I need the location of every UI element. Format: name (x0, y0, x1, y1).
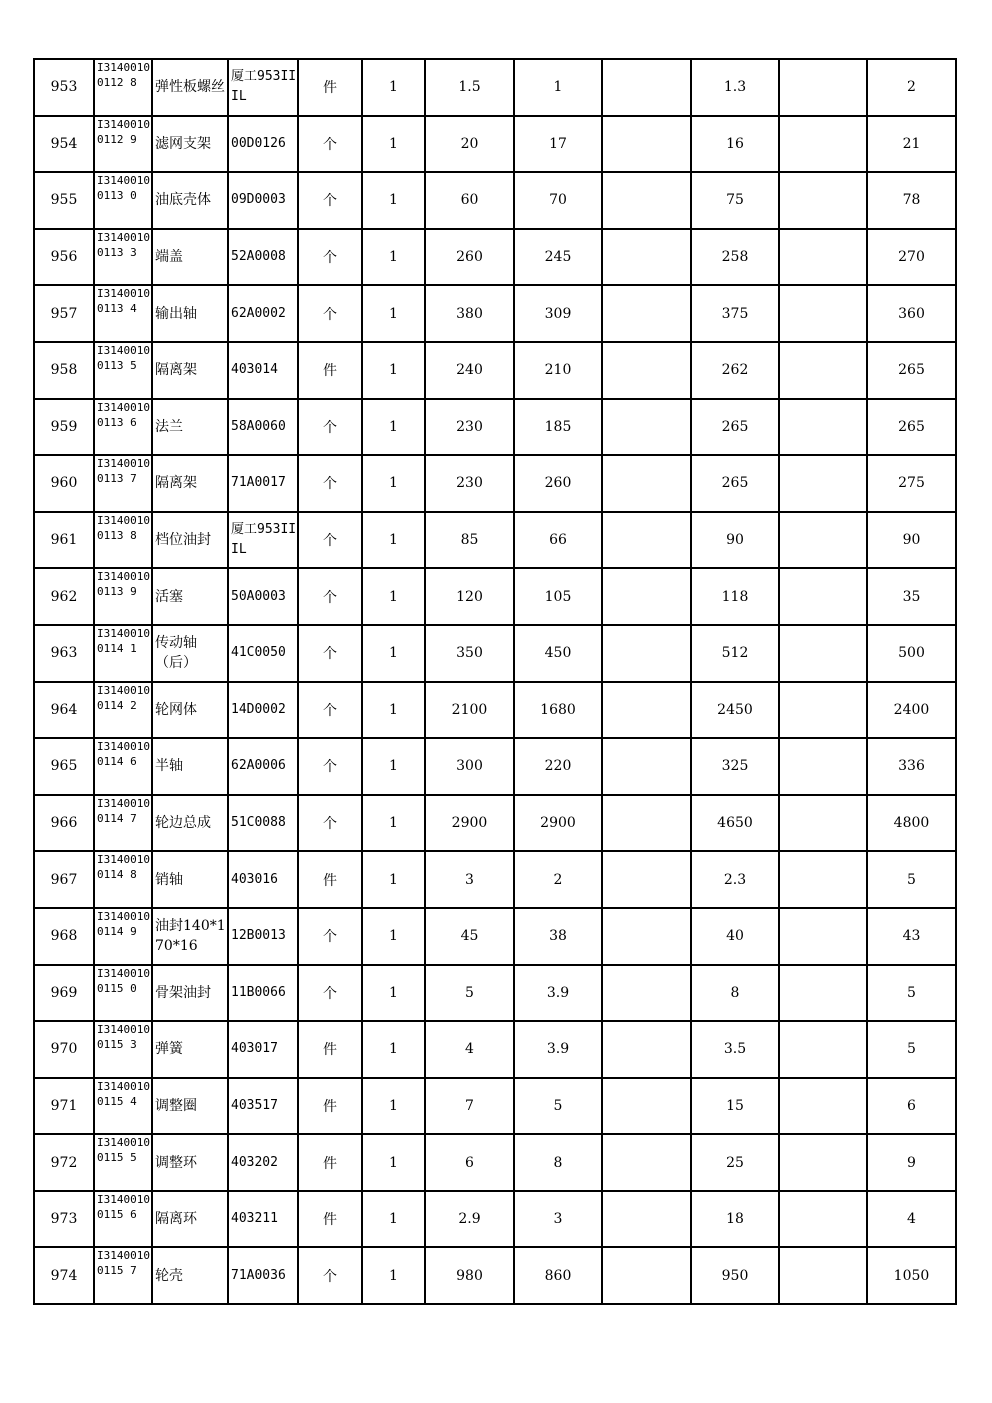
price-cell-1: 2900 (425, 795, 514, 852)
price-cell-1: 45 (425, 908, 514, 965)
price-cell-2: 185 (514, 399, 602, 456)
quantity-cell: 1 (362, 1021, 425, 1078)
material-code-cell: I31400100112 8 (94, 59, 152, 116)
row-number-cell: 966 (34, 795, 94, 852)
model-cell: 14D0002 (228, 682, 298, 739)
price-cell-6: 275 (867, 455, 956, 512)
part-name-cell: 档位油封 (152, 512, 228, 569)
material-code-cell: I31400100113 7 (94, 455, 152, 512)
quantity-cell: 1 (362, 229, 425, 286)
material-code-cell: I31400100114 9 (94, 908, 152, 965)
table-row (34, 399, 956, 456)
price-cell-4: 90 (691, 512, 779, 569)
row-number-cell: 963 (34, 625, 94, 682)
price-cell-3 (602, 399, 691, 456)
row-number-cell: 964 (34, 682, 94, 739)
table-row (34, 795, 956, 852)
part-name-cell: 法兰 (152, 399, 228, 456)
unit-cell: 个 (298, 908, 362, 965)
price-cell-2: 309 (514, 285, 602, 342)
table-row (34, 1021, 956, 1078)
material-code-cell: I31400100114 1 (94, 625, 152, 682)
table-row (34, 625, 956, 682)
price-cell-1: 85 (425, 512, 514, 569)
model-cell: 403014 (228, 342, 298, 399)
row-number-cell: 958 (34, 342, 94, 399)
quantity-cell: 1 (362, 512, 425, 569)
material-code-cell: I31400100113 5 (94, 342, 152, 399)
price-cell-5 (779, 1191, 867, 1248)
price-cell-5 (779, 1134, 867, 1191)
price-cell-4: 1.3 (691, 59, 779, 116)
material-code-cell: I31400100113 9 (94, 568, 152, 625)
price-cell-4: 25 (691, 1134, 779, 1191)
price-cell-6: 2400 (867, 682, 956, 739)
price-cell-3 (602, 795, 691, 852)
table-row (34, 1191, 956, 1248)
price-cell-3 (602, 512, 691, 569)
price-cell-4: 18 (691, 1191, 779, 1248)
price-cell-3 (602, 1191, 691, 1248)
price-cell-5 (779, 682, 867, 739)
part-name-cell: 骨架油封 (152, 965, 228, 1022)
price-cell-4: 75 (691, 172, 779, 229)
price-cell-2: 860 (514, 1247, 602, 1304)
price-cell-3 (602, 1078, 691, 1135)
unit-cell: 个 (298, 229, 362, 286)
price-cell-6: 9 (867, 1134, 956, 1191)
model-cell: 403517 (228, 1078, 298, 1135)
part-name-cell: 滤网支架 (152, 116, 228, 173)
part-name-cell: 轮网体 (152, 682, 228, 739)
price-cell-4: 118 (691, 568, 779, 625)
quantity-cell: 1 (362, 342, 425, 399)
unit-cell: 个 (298, 172, 362, 229)
unit-cell: 个 (298, 568, 362, 625)
material-code-cell: I31400100114 2 (94, 682, 152, 739)
price-cell-3 (602, 682, 691, 739)
price-cell-6: 1050 (867, 1247, 956, 1304)
material-code-cell: I31400100113 3 (94, 229, 152, 286)
price-cell-6: 2 (867, 59, 956, 116)
parts-price-table (33, 58, 957, 1305)
quantity-cell: 1 (362, 172, 425, 229)
price-cell-6: 5 (867, 851, 956, 908)
unit-cell: 个 (298, 455, 362, 512)
part-name-cell: 调整环 (152, 1134, 228, 1191)
material-code-cell: I31400100113 8 (94, 512, 152, 569)
quantity-cell: 1 (362, 738, 425, 795)
material-code-cell: I31400100115 3 (94, 1021, 152, 1078)
material-code-cell: I31400100115 5 (94, 1134, 152, 1191)
part-name-cell: 端盖 (152, 229, 228, 286)
price-cell-5 (779, 512, 867, 569)
price-cell-5 (779, 908, 867, 965)
unit-cell: 件 (298, 1134, 362, 1191)
price-cell-3 (602, 1021, 691, 1078)
price-cell-1: 4 (425, 1021, 514, 1078)
unit-cell: 个 (298, 116, 362, 173)
price-cell-1: 260 (425, 229, 514, 286)
part-name-cell: 半轴 (152, 738, 228, 795)
price-cell-5 (779, 59, 867, 116)
unit-cell: 个 (298, 682, 362, 739)
price-cell-5 (779, 285, 867, 342)
row-number-cell: 957 (34, 285, 94, 342)
price-cell-5 (779, 342, 867, 399)
price-cell-1: 20 (425, 116, 514, 173)
price-cell-5 (779, 116, 867, 173)
material-code-cell: I31400100115 0 (94, 965, 152, 1022)
table-row (34, 512, 956, 569)
price-cell-1: 6 (425, 1134, 514, 1191)
model-cell: 403211 (228, 1191, 298, 1248)
material-code-cell: I31400100114 6 (94, 738, 152, 795)
unit-cell: 件 (298, 1191, 362, 1248)
row-number-cell: 955 (34, 172, 94, 229)
table-row (34, 172, 956, 229)
price-cell-6: 5 (867, 1021, 956, 1078)
model-cell: 12B0013 (228, 908, 298, 965)
table-row (34, 908, 956, 965)
price-cell-6: 6 (867, 1078, 956, 1135)
price-cell-2: 5 (514, 1078, 602, 1135)
price-cell-4: 15 (691, 1078, 779, 1135)
part-name-cell: 油底壳体 (152, 172, 228, 229)
unit-cell: 个 (298, 512, 362, 569)
price-cell-3 (602, 229, 691, 286)
row-number-cell: 960 (34, 455, 94, 512)
price-cell-5 (779, 965, 867, 1022)
price-cell-3 (602, 908, 691, 965)
price-cell-2: 1 (514, 59, 602, 116)
price-cell-1: 120 (425, 568, 514, 625)
price-cell-2: 70 (514, 172, 602, 229)
price-cell-2: 210 (514, 342, 602, 399)
price-cell-3 (602, 965, 691, 1022)
price-cell-2: 66 (514, 512, 602, 569)
model-cell: 09D0003 (228, 172, 298, 229)
material-code-cell: I31400100115 6 (94, 1191, 152, 1248)
price-cell-4: 325 (691, 738, 779, 795)
quantity-cell: 1 (362, 965, 425, 1022)
price-cell-1: 2100 (425, 682, 514, 739)
price-cell-2: 260 (514, 455, 602, 512)
price-cell-3 (602, 1247, 691, 1304)
price-cell-1: 60 (425, 172, 514, 229)
material-code-cell: I31400100113 4 (94, 285, 152, 342)
row-number-cell: 973 (34, 1191, 94, 1248)
part-name-cell: 传动轴（后） (152, 625, 228, 682)
price-cell-1: 240 (425, 342, 514, 399)
table-row (34, 738, 956, 795)
unit-cell: 个 (298, 965, 362, 1022)
material-code-cell: I31400100115 7 (94, 1247, 152, 1304)
price-cell-3 (602, 342, 691, 399)
row-number-cell: 962 (34, 568, 94, 625)
model-cell: 50A0003 (228, 568, 298, 625)
price-cell-4: 3.5 (691, 1021, 779, 1078)
quantity-cell: 1 (362, 682, 425, 739)
price-cell-3 (602, 738, 691, 795)
price-cell-6: 4 (867, 1191, 956, 1248)
unit-cell: 件 (298, 1021, 362, 1078)
price-cell-4: 8 (691, 965, 779, 1022)
part-name-cell: 弹簧 (152, 1021, 228, 1078)
model-cell: 58A0060 (228, 399, 298, 456)
table-row (34, 1078, 956, 1135)
price-cell-5 (779, 568, 867, 625)
price-cell-3 (602, 625, 691, 682)
material-code-cell: I31400100112 9 (94, 116, 152, 173)
price-cell-6: 500 (867, 625, 956, 682)
unit-cell: 个 (298, 738, 362, 795)
price-cell-1: 380 (425, 285, 514, 342)
price-cell-5 (779, 1078, 867, 1135)
part-name-cell: 轮边总成 (152, 795, 228, 852)
price-cell-5 (779, 851, 867, 908)
price-cell-5 (779, 229, 867, 286)
price-cell-4: 2450 (691, 682, 779, 739)
unit-cell: 个 (298, 625, 362, 682)
part-name-cell: 活塞 (152, 568, 228, 625)
price-cell-1: 3 (425, 851, 514, 908)
part-name-cell: 调整圈 (152, 1078, 228, 1135)
price-cell-6: 78 (867, 172, 956, 229)
price-cell-2: 38 (514, 908, 602, 965)
price-cell-6: 5 (867, 965, 956, 1022)
row-number-cell: 972 (34, 1134, 94, 1191)
model-cell: 41C0050 (228, 625, 298, 682)
model-cell: 403017 (228, 1021, 298, 1078)
price-cell-2: 17 (514, 116, 602, 173)
table-body (34, 59, 956, 1304)
price-cell-2: 2900 (514, 795, 602, 852)
table-row (34, 59, 956, 116)
price-cell-2: 2 (514, 851, 602, 908)
unit-cell: 件 (298, 342, 362, 399)
row-number-cell: 956 (34, 229, 94, 286)
price-cell-2: 105 (514, 568, 602, 625)
row-number-cell: 969 (34, 965, 94, 1022)
material-code-cell: I31400100113 0 (94, 172, 152, 229)
row-number-cell: 967 (34, 851, 94, 908)
price-cell-1: 5 (425, 965, 514, 1022)
price-cell-4: 2.3 (691, 851, 779, 908)
unit-cell: 个 (298, 795, 362, 852)
price-cell-4: 40 (691, 908, 779, 965)
part-name-cell: 销轴 (152, 851, 228, 908)
unit-cell: 件 (298, 59, 362, 116)
price-cell-2: 220 (514, 738, 602, 795)
price-cell-1: 300 (425, 738, 514, 795)
model-cell: 52A0008 (228, 229, 298, 286)
model-cell: 51C0088 (228, 795, 298, 852)
quantity-cell: 1 (362, 851, 425, 908)
part-name-cell: 弹性板螺丝 (152, 59, 228, 116)
quantity-cell: 1 (362, 625, 425, 682)
price-cell-4: 262 (691, 342, 779, 399)
price-cell-2: 8 (514, 1134, 602, 1191)
unit-cell: 个 (298, 399, 362, 456)
price-cell-5 (779, 625, 867, 682)
quantity-cell: 1 (362, 1191, 425, 1248)
part-name-cell: 隔离架 (152, 455, 228, 512)
price-cell-5 (779, 172, 867, 229)
unit-cell: 件 (298, 851, 362, 908)
table-row (34, 285, 956, 342)
price-cell-3 (602, 285, 691, 342)
price-cell-3 (602, 455, 691, 512)
price-cell-5 (779, 1021, 867, 1078)
quantity-cell: 1 (362, 455, 425, 512)
table-row (34, 342, 956, 399)
price-cell-5 (779, 455, 867, 512)
price-cell-5 (779, 738, 867, 795)
price-cell-1: 230 (425, 399, 514, 456)
price-cell-4: 512 (691, 625, 779, 682)
price-cell-6: 90 (867, 512, 956, 569)
model-cell: 71A0036 (228, 1247, 298, 1304)
row-number-cell: 974 (34, 1247, 94, 1304)
price-cell-3 (602, 116, 691, 173)
price-cell-4: 265 (691, 455, 779, 512)
quantity-cell: 1 (362, 1078, 425, 1135)
part-name-cell: 油封140*170*16 (152, 908, 228, 965)
price-cell-6: 21 (867, 116, 956, 173)
model-cell: 11B0066 (228, 965, 298, 1022)
quantity-cell: 1 (362, 285, 425, 342)
table-row (34, 965, 956, 1022)
model-cell: 62A0006 (228, 738, 298, 795)
price-cell-3 (602, 59, 691, 116)
quantity-cell: 1 (362, 59, 425, 116)
table-row (34, 1247, 956, 1304)
price-cell-1: 7 (425, 1078, 514, 1135)
row-number-cell: 959 (34, 399, 94, 456)
part-name-cell: 轮壳 (152, 1247, 228, 1304)
unit-cell: 个 (298, 1247, 362, 1304)
model-cell: 71A0017 (228, 455, 298, 512)
price-cell-2: 245 (514, 229, 602, 286)
price-cell-3 (602, 172, 691, 229)
model-cell: 厦工953IIIL (228, 512, 298, 569)
material-code-cell: I31400100114 8 (94, 851, 152, 908)
price-cell-1: 350 (425, 625, 514, 682)
unit-cell: 个 (298, 285, 362, 342)
part-name-cell: 隔离架 (152, 342, 228, 399)
unit-cell: 件 (298, 1078, 362, 1135)
row-number-cell: 953 (34, 59, 94, 116)
price-cell-2: 1680 (514, 682, 602, 739)
quantity-cell: 1 (362, 795, 425, 852)
table-row (34, 568, 956, 625)
price-cell-4: 950 (691, 1247, 779, 1304)
model-cell: 62A0002 (228, 285, 298, 342)
price-cell-6: 4800 (867, 795, 956, 852)
price-cell-4: 258 (691, 229, 779, 286)
table-row (34, 1134, 956, 1191)
price-cell-6: 265 (867, 342, 956, 399)
price-cell-3 (602, 568, 691, 625)
part-name-cell: 输出轴 (152, 285, 228, 342)
price-cell-4: 4650 (691, 795, 779, 852)
table-row (34, 682, 956, 739)
material-code-cell: I31400100113 6 (94, 399, 152, 456)
row-number-cell: 970 (34, 1021, 94, 1078)
quantity-cell: 1 (362, 1247, 425, 1304)
model-cell: 00D0126 (228, 116, 298, 173)
price-cell-3 (602, 851, 691, 908)
table-row (34, 851, 956, 908)
row-number-cell: 971 (34, 1078, 94, 1135)
quantity-cell: 1 (362, 1134, 425, 1191)
price-cell-6: 35 (867, 568, 956, 625)
price-cell-6: 270 (867, 229, 956, 286)
table-row (34, 455, 956, 512)
model-cell: 403202 (228, 1134, 298, 1191)
price-cell-1: 2.9 (425, 1191, 514, 1248)
price-cell-1: 230 (425, 455, 514, 512)
part-name-cell: 隔离环 (152, 1191, 228, 1248)
model-cell: 403016 (228, 851, 298, 908)
material-code-cell: I31400100114 7 (94, 795, 152, 852)
table-row (34, 229, 956, 286)
quantity-cell: 1 (362, 116, 425, 173)
quantity-cell: 1 (362, 568, 425, 625)
price-cell-5 (779, 1247, 867, 1304)
material-code-cell: I31400100115 4 (94, 1078, 152, 1135)
price-cell-3 (602, 1134, 691, 1191)
quantity-cell: 1 (362, 399, 425, 456)
price-cell-1: 1.5 (425, 59, 514, 116)
price-cell-2: 450 (514, 625, 602, 682)
price-cell-6: 336 (867, 738, 956, 795)
price-cell-6: 43 (867, 908, 956, 965)
model-cell: 厦工953IIIL (228, 59, 298, 116)
price-cell-2: 3 (514, 1191, 602, 1248)
row-number-cell: 965 (34, 738, 94, 795)
price-cell-4: 16 (691, 116, 779, 173)
price-cell-6: 265 (867, 399, 956, 456)
price-cell-6: 360 (867, 285, 956, 342)
price-cell-1: 980 (425, 1247, 514, 1304)
price-cell-5 (779, 795, 867, 852)
row-number-cell: 961 (34, 512, 94, 569)
quantity-cell: 1 (362, 908, 425, 965)
price-cell-5 (779, 399, 867, 456)
price-cell-4: 265 (691, 399, 779, 456)
price-cell-4: 375 (691, 285, 779, 342)
table-row (34, 116, 956, 173)
price-cell-2: 3.9 (514, 1021, 602, 1078)
price-cell-2: 3.9 (514, 965, 602, 1022)
row-number-cell: 954 (34, 116, 94, 173)
row-number-cell: 968 (34, 908, 94, 965)
